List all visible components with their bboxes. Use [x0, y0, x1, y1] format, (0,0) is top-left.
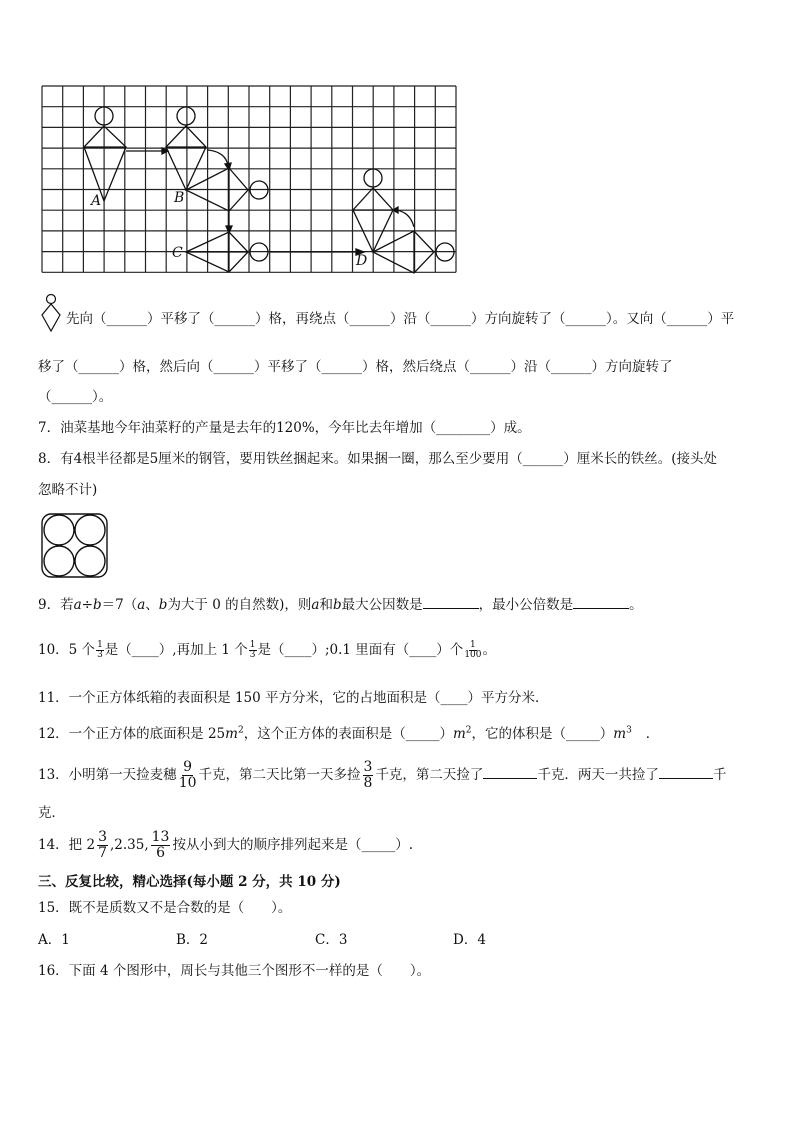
q14-frac2-den: 6	[156, 845, 166, 861]
q9-rest-b: b	[332, 597, 342, 613]
label-b: B	[174, 190, 185, 206]
q14-frac1-den: 7	[98, 845, 107, 861]
q12-p2: ，这个正方体的表面积是（_____）	[243, 726, 453, 742]
q9-rest-a: a	[311, 597, 320, 613]
q9-rest-and: 和	[319, 597, 333, 613]
q9-lcm-blank[interactable]	[573, 595, 629, 610]
q13-p5: 千	[712, 767, 727, 783]
q9-end: 。	[629, 597, 643, 613]
q13-frac2-num: 3	[363, 759, 373, 775]
q6-line3: （______）。	[38, 389, 113, 405]
q13	[38, 760, 726, 791]
q10-frac1-num: 1	[97, 640, 103, 650]
q13-frac1-den: 10	[178, 775, 197, 791]
q13-blank2[interactable]	[659, 765, 713, 780]
q9-gcd-text: 最大公因数是	[341, 597, 423, 613]
q13-p4: 千克．两天一共捡了	[537, 767, 659, 783]
q13-blank1[interactable]	[483, 765, 537, 780]
q12-sup2: 2	[237, 725, 244, 736]
q12-p3: ，它的体积是（_____）	[471, 726, 614, 742]
q10-p2: 是（____）,再加上 1 个	[104, 642, 248, 658]
q13-frac2	[363, 760, 374, 791]
q12-unit-m2: m	[452, 726, 466, 742]
q10-frac2-den: 3	[249, 650, 256, 660]
q14	[38, 830, 413, 861]
q14-frac2-num: 13	[151, 829, 170, 845]
four-pipes-figure	[40, 512, 110, 580]
q12-unit-m3: m	[613, 726, 627, 742]
q6-line2: 移了（______）格，然后向（______）平移了（______）格，然后绕点（______）沿（______）方向旋转了	[38, 359, 673, 375]
q9-mid-sep: 、	[145, 597, 159, 613]
kite-figure-icon	[38, 293, 64, 335]
q8-line2: 忽略不计)	[38, 482, 98, 498]
q8-line1: 8．有4根半径都是5厘米的钢管，要用铁丝捆起来。如果捆一圈，那么至少要用（______）厘米长的铁丝。(接头处	[38, 451, 718, 467]
q9-var-b: b	[92, 597, 102, 613]
q12-sup2b: 2	[465, 725, 472, 736]
q9-prefix: 9．若	[38, 597, 74, 613]
q14-frac1	[97, 830, 108, 861]
q12-p1: 12．一个正方体的底面积是 25	[38, 726, 226, 742]
q9-eq: ＝7（	[101, 597, 138, 613]
figure-b-head	[177, 107, 195, 125]
q9-rest1: 为大于 0 的自然数)，则	[167, 597, 312, 613]
q14-p3: 按从小到大的顺序排列起来是（_____）.	[172, 837, 414, 853]
q12	[38, 722, 659, 742]
q13-line2: 克．	[38, 805, 65, 821]
q9-op: ÷	[81, 597, 93, 613]
section-3-heading: 三、反复比较，精心选择(每小题 2 分，共 10 分)	[38, 874, 341, 890]
q10	[38, 638, 496, 660]
q9	[38, 593, 643, 613]
q15-option-d[interactable]: D．4	[453, 932, 486, 948]
q7: 7．油菜基地今年油菜籽的产量是去年的120%，今年比去年增加（________）成。	[38, 420, 531, 436]
q10-frac3-num: 1	[470, 640, 476, 650]
q10-p3: 是（____）;0.1 里面有（____）个	[257, 642, 464, 658]
q9-var-a: a	[73, 597, 82, 613]
q13-p1: 13．小明第一天捡麦穗	[38, 767, 177, 783]
q10-frac2-num: 1	[249, 640, 256, 650]
q14-p2: ,2.35,	[109, 837, 149, 853]
q13-frac2-den: 8	[363, 775, 373, 791]
q15-option-a[interactable]: A．1	[38, 932, 70, 948]
q9-gcd-blank[interactable]	[423, 595, 479, 610]
q9-mid-a: a	[137, 597, 146, 613]
label-c: C	[172, 245, 183, 261]
q10-p1: 10．5 个	[38, 642, 96, 658]
q14-p1: 14．把 2	[38, 837, 96, 853]
label-d: D	[356, 253, 368, 269]
q10-p4: 。	[482, 642, 496, 658]
q12-p4: ．	[645, 726, 660, 742]
q10-frac1	[96, 641, 104, 660]
q15-option-c[interactable]: C．3	[315, 932, 348, 948]
q10-frac3	[464, 641, 481, 660]
q12-unit-m: m	[225, 726, 238, 742]
q9-lcm-text: ，最小公倍数是	[478, 597, 574, 613]
q13-frac1	[179, 760, 197, 791]
grid-figure	[40, 84, 460, 276]
q13-p3: 千克，第二天捡了	[375, 767, 484, 783]
figure-b-body	[166, 126, 206, 190]
q14-frac2	[151, 830, 171, 861]
q10-frac1-den: 3	[97, 650, 103, 660]
q10-frac2	[249, 641, 257, 660]
q13-frac1-num: 9	[183, 759, 193, 775]
q16: 16．下面 4 个图形中，周长与其他三个图形不一样的是（ ）。	[38, 963, 431, 979]
q15-stem: 15．既不是质数又不是合数的是（ ）。	[38, 900, 292, 916]
q14-frac1-num: 3	[98, 829, 107, 845]
q9-mid-b: b	[158, 597, 168, 613]
q10-frac3-den: 100	[464, 650, 482, 660]
label-a: A	[91, 193, 102, 209]
q12-sup3: 3	[626, 725, 632, 736]
q11: 11．一个正方体纸箱的表面积是 150 平方分米，它的占地面积是（____）平方分米．	[38, 690, 549, 706]
q6-line1: 先向（______）平移了（______）格，再绕点（______）沿（______）方向旋转了（______）。又向（______）平	[66, 311, 735, 327]
q13-p2: 千克，第二天比第一天多捡	[198, 767, 361, 783]
q15-option-b[interactable]: B．2	[176, 932, 209, 948]
